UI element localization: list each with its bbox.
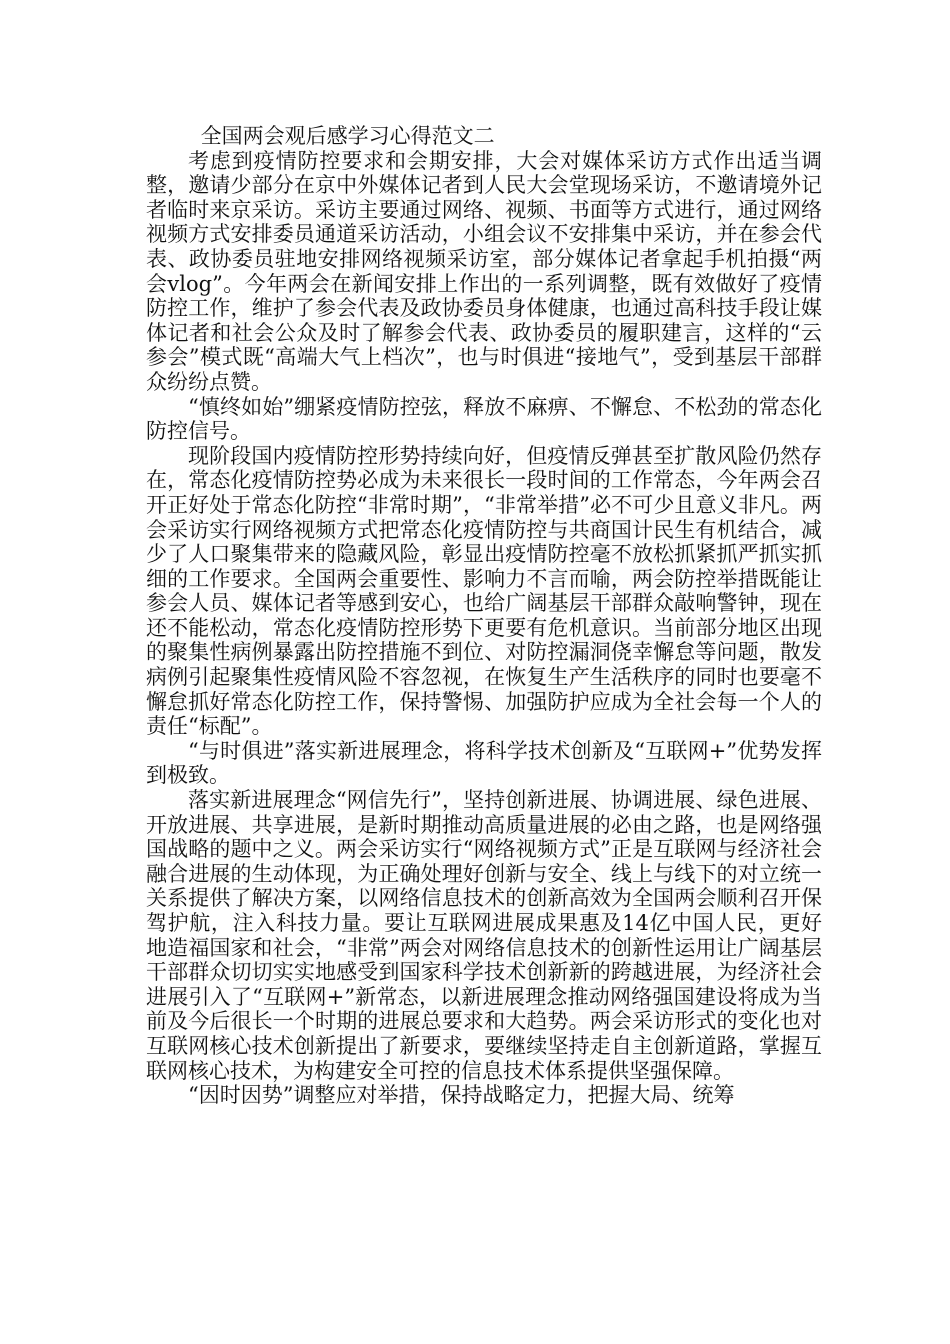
document-body bbox=[146, 124, 822, 1108]
paragraph-media-arrangement: 考虑到疫情防控要求和会期安排，大会对媒体采访方式作出适当调整，邀请少部分在京中外媒体记者到人民大会堂现场采访，不邀请境外记者临时来京采访。采访主要通过网络、视频、书面等方式进行，通过网络视频方式安排委员通道采访活动，小组会议不安排集中采访，并在参会代表、政协委员驻地安排网络视频采访室，部分媒体记者拿起手机拍摄“两会vlog”。今年两会在新闻安排上作出的一系列调整，既有效做好了疫情防控工作，维护了参会代表及政协委员身体健康，也通过高科技手段让媒体记者和社会公众及时了解参会代表、政协委员的履职建言，这样的“云参会”模式既“高端大气上档次”，也与时俱进“接地气”，受到基层干部群众纷纷点赞。 bbox=[146, 148, 822, 394]
paragraph-internet-development: 落实新进展理念“网信先行”，坚持创新进展、协调进展、绿色进展、开放进展、共享进展，是新时期推动高质量进展的必由之路，也是网络强国战略的题中之义。两会采访实行“网络视频方式”正是互联网与经济社会融合进展的生动体现，为正确处理好创新与安全、线上与线下的对立统一关系提供了解决方案，以网络信息技术的创新高效为全国两会顺利召开保驾护航，注入科技力量。要让互联网进展成果惠及14亿中国人民，更好地造福国家和社会，“非常”两会对网络信息技术的创新性运用让广阔基层干部群众切切实实地感受到国家科学技术创新新的跨越进展，为经济社会进展引入了“互联网+”新常态，以新进展理念推动网络强国建设将成为当前及今后很长一个时期的进展总要求和大趋势。两会采访形式的变化也对互联网核心技术创新提出了新要求，要继续坚持走自主创新道路，掌握互联网核心技术，为构建安全可控的信息技术体系提供坚强保障。 bbox=[146, 788, 822, 1083]
paragraph-heading-adjustment: “因时因势”调整应对举措，保持战略定力，把握大局、统筹 bbox=[188, 1083, 735, 1108]
document-title: 全国两会观后感学习心得范文二 bbox=[200, 124, 495, 148]
paragraph-normalized-prevention: 现阶段国内疫情防控形势持续向好，但疫情反弹甚至扩散风险仍然存在，常态化疫情防控势必成为未来很长一段时间的工作常态，今年两会召开正好处于常态化防控“非常时期”，“非常举措”必不可少且意义非凡。两会采访实行网络视频方式把常态化疫情防控与共商国计民生有机结合，减少了人口聚集带来的隐藏风险，彰显出疫情防控毫不放松抓紧抓严抓实抓细的工作要求。全国两会重要性、影响力不言而喻，两会防控举措既能让参会人员、媒体记者等感到安心，也给广阔基层干部群众敲响警钟，现在还不能松动，常态化疫情防控形势下更要有危机意识。当前部分地区出现的聚集性病例暴露出防控措施不到位、对防控漏洞侥幸懈怠等问题，散发病例引起聚集性疫情风险不容忽视，在恢复生产生活秩序的同时也要毫不懈怠抓好常态化防控工作，保持警惕、加强防护应成为全社会每一个人的责任“标配”。 bbox=[146, 443, 822, 739]
paragraph-heading-prevention: “慎终如始”绷紧疫情防控弦，释放不麻痹、不懈怠、不松劲的常态化防控信号。 bbox=[146, 394, 822, 444]
paragraph-heading-innovation: “与时俱进”落实新进展理念，将科学技术创新及“互联网+”优势发挥到极致。 bbox=[146, 738, 822, 788]
